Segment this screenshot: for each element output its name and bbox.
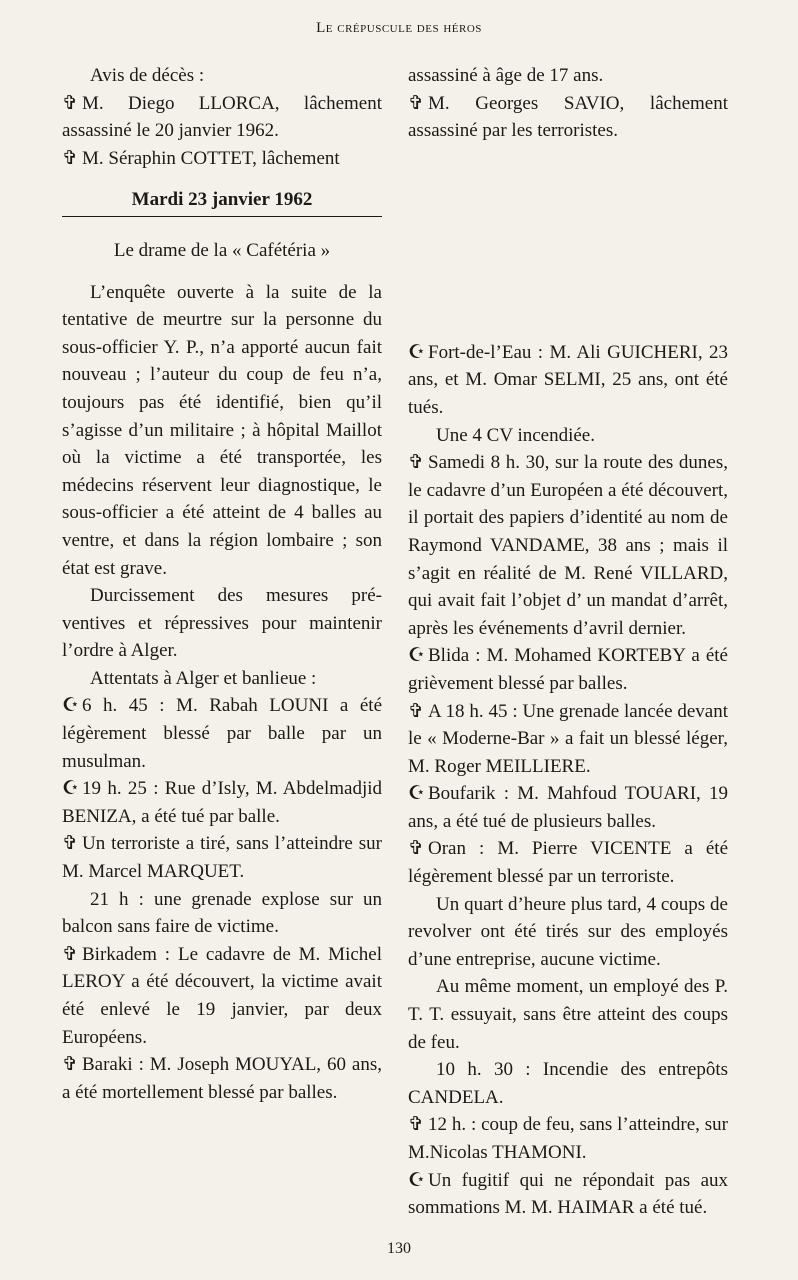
paragraph-text: A 18 h. 45 : Une grenade lancée devant le « Moderne-Bar » a fait un blessé léger, M. Roger MEILLIERE. <box>408 700 728 777</box>
paragraph-text: Oran : M. Pierre VICENTE a été légèrement blessé par un terroriste. <box>408 838 728 888</box>
paragraph-text: M. Georges SAVIO, lâchement assassiné par les terroristes. <box>408 92 728 142</box>
paragraph-text: Samedi 8 h. 30, sur la route des dunes, le cadavre d’un Européen a été découvert, il portait des papiers d’identité au nom de Raymond VANDAME, 38 ans ; mais il s’agit en réalité de M. René VILLARD, qui avait fait l’objet d’ un mandat d’arrêt, après les événements d’avril dernier. <box>408 452 728 639</box>
cross-icon: ✞ <box>408 838 424 860</box>
paragraph-text: Blida : M. Mohamed KORTEBY a été grièvement blessé par balles. <box>408 645 728 694</box>
cross-icon: ✞ <box>62 943 78 965</box>
entry-paragraph <box>408 835 728 890</box>
paragraph-text: Boufarik : M. Mahfoud TOUARI, 19 ans, a été tué de plusieurs balles. <box>408 783 728 832</box>
entry-paragraph <box>408 780 728 835</box>
paragraph-text: 6 h. 45 : M. Rabah LOUNI a été légèrement blessé par balle par un musulman. <box>62 695 382 772</box>
paragraph-text: 19 h. 25 : Rue d’Isly, M. Abdelmadjid BENIZA, a été tué par balle. <box>62 778 382 827</box>
entry-paragraph <box>62 941 382 1051</box>
paragraph: 21 h : une grenade explose sur un balcon sans faire de victime. <box>62 888 382 938</box>
date-heading: Mardi 23 janvier 1962 <box>62 186 382 217</box>
crescent-icon: ☪ <box>408 645 426 667</box>
paragraph: 10 h. 30 : Incendie des entrepôts CANDELA. <box>408 1059 728 1108</box>
entry-paragraph <box>408 339 728 422</box>
paragraph: assassiné à âge de 17 ans. <box>408 65 604 86</box>
right-column <box>408 62 728 1222</box>
left-column <box>62 62 382 1106</box>
cross-icon: ✞ <box>408 92 424 114</box>
entry-paragraph <box>62 775 382 830</box>
crescent-icon: ☪ <box>62 695 80 717</box>
cross-icon: ✞ <box>62 833 78 855</box>
crescent-icon: ☪ <box>62 778 80 800</box>
paragraph: Un quart d’heure plus tard, 4 coups de revolver ont été tirés sur des employés d’une entreprise, aucune victime. <box>408 893 728 970</box>
page-number: 130 <box>387 1240 411 1257</box>
paragraph-text: Fort-de-l’Eau : M. Ali GUICHERI, 23 ans, et M. Omar SELMI, 25 ans, ont été tués. <box>408 341 728 418</box>
cross-icon: ✞ <box>62 1054 78 1076</box>
paragraph-text: 12 h. : coup de feu, sans l’atteindre, sur M.Nicolas THAMONI. <box>408 1114 728 1163</box>
paragraph: L’enquête ouverte à la suite de la tentative de meurtre sur la personne du sous-officier Y. P., n’a apporté aucun fait nouveau ; l’auteur du coup de feu n’a, toujours pas été identifié, bien qu’il s’agisse d’un militaire ; à hôpital Maillot où la victime a été transportée, les médecins réservent leur diagnostique, le sous-officier a été atteint de 4 balles au ventre, et dans la région lombaire ; son état est grave. <box>62 281 382 579</box>
paragraph: Attentats à Alger et banlieue : <box>90 667 317 689</box>
entry-paragraph <box>408 1111 728 1166</box>
cross-icon: ✞ <box>62 147 78 169</box>
entry-paragraph <box>62 692 382 775</box>
paragraph: Durcissement des mesures préventives et répressives pour maintenir l’ordre à Alger. <box>62 585 382 662</box>
entry-paragraph <box>62 90 382 145</box>
entry-paragraph <box>62 145 382 173</box>
entry-paragraph <box>408 642 728 697</box>
column-spacer <box>408 145 728 339</box>
entry-paragraph <box>62 1051 382 1106</box>
cross-icon: ✞ <box>408 700 424 722</box>
paragraph-text: Un fugitif qui ne répondait pas aux sommations M. M. HAIMAR a été tué. <box>408 1169 728 1219</box>
paragraph-text: M. Diego LLORCA, lâchement assassiné le 20 janvier 1962. <box>62 92 382 142</box>
paragraph-text: Baraki : M. Joseph MOUYAL, 60 ans, a été mortellement blessé par balles. <box>62 1054 382 1103</box>
paragraph: Au même moment, un employé des P. T. T. essuyait, sans être atteint des coups de feu. <box>408 976 728 1053</box>
cross-icon: ✞ <box>62 92 78 114</box>
paragraph-text: Un terroriste a tiré, sans l’atteindre sur M. Marcel MARQUET. <box>62 833 382 883</box>
cross-icon: ✞ <box>408 1114 424 1136</box>
entry-paragraph <box>408 90 728 145</box>
paragraph-text: M. Séraphin COTTET, lâchement <box>82 147 340 169</box>
cross-icon: ✞ <box>408 452 424 474</box>
section-subtitle: Le drame de la « Cafétéria » <box>113 239 331 261</box>
entry-paragraph <box>62 830 382 885</box>
crescent-icon: ☪ <box>408 783 426 805</box>
paragraph-text: Birkadem : Le cadavre de M. Michel LEROY a été découvert, la victime avait été enlevé le 19 janvier, par deux Européens. <box>62 943 382 1048</box>
entry-paragraph <box>408 1167 728 1222</box>
entry-paragraph <box>408 698 728 781</box>
running-head: Le crépuscule des héros <box>316 20 482 36</box>
crescent-icon: ☪ <box>408 1169 426 1191</box>
crescent-icon: ☪ <box>408 341 426 363</box>
paragraph: Une 4 CV incendiée. <box>436 424 595 446</box>
paragraph: Avis de décès : <box>90 65 205 86</box>
entry-paragraph <box>408 449 728 642</box>
